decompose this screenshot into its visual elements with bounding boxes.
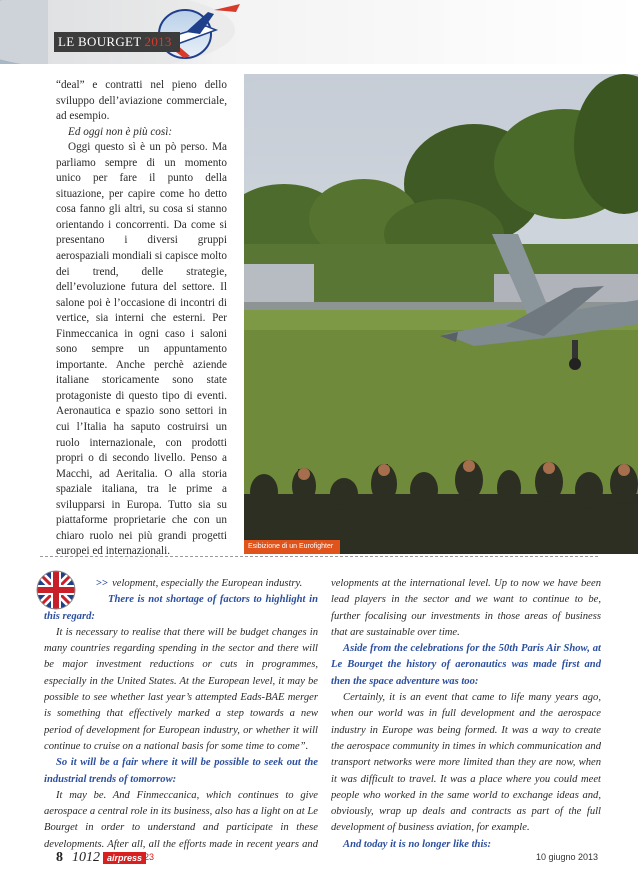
continued-arrows: >> [96, 578, 109, 589]
paragraph: It may be. And Finmeccanica, which continues to give aerospace a central role in its business, also has a light on at Le Bourget in order to understand and participate in these developments. After all, all the efforts made in recent years and [44, 789, 318, 850]
brand-number: 23 [144, 852, 155, 862]
issue-number: 1012 [72, 850, 100, 865]
section-name: LE BOURGET [58, 34, 142, 49]
eurofighter-illustration [244, 74, 638, 554]
page-number: 8 [56, 850, 63, 865]
photo-caption: Esibizione di un Eurofighter [244, 540, 340, 554]
interview-question: There is not shortage of factors to highlight in this regard: [44, 594, 318, 622]
paragraph: “deal” e contratti nel pieno dello sviluppo dell’aviazione commerciale, ad esempio. [56, 79, 227, 123]
english-article-column-left [44, 576, 318, 852]
eurofighter-photo [244, 74, 638, 554]
paragraph: >> velopment, especially the European industry. [96, 578, 303, 589]
paragraph: velopments at the international level. Up to now we have been lead players in the sector and we want to continue to be, further focalising our investments in those areas of business that are sustainable over time. [331, 578, 601, 638]
paragraph: Certainly, it is an event that came to life many years ago, when our world was in full development and the aerospace industry in Europe was being formed. It was a way to create the aerospace community in times in which communication and transport networks were more limited than they are now, when it was difficult to travel. It was a place where you could meet people who worked in the same world to exchange ideas and, obviously, wrap up deals and contracts as part of the full development of business aviation, for example. [331, 692, 601, 834]
paragraph: Oggi questo sì è un pò perso. Ma parliamo sempre di un momento unico per fare il punto della situazione, per capire come ho detto cosa fanno gli altri, su cosa si stanno orientando i concorrenti. Da come si presentano i diversi gruppi aerospaziali mondiali si capisce molto dei trend, delle strategie, dell’evoluzione futura del settore. Il salone poi è l’occasione di incontri di vertice, sia interni che esterni. Per Finmeccanica in ogni caso i saloni sono sempre un appuntamento importante. Anche perchè aziende italiane storicamente sono state protagoniste di questo tipo di eventi. Aeronautica e spazio sono settori in cui l’Italia ha saputo costruirsi un ruolo internazionale, con prodotti propri o di secondo livello. Penso a Macchi, ad Aeritalia. O alla storia spaziale italiana, tra le prime a svilupparsi in Europa. Tutto sia su piattaforme proprietarie che con un chiaro ruolo nei più grandi progetti europei ed internazionali. [56, 141, 227, 558]
interview-question: Aside from the celebrations for the 50th Paris Air Show, at Le Bourget the history of aeronautics was made first and then the space adventure was too: [331, 643, 601, 687]
interview-question: Ed oggi non è più così: [68, 125, 173, 138]
issue-date: 10 giugno 2013 [535, 852, 598, 862]
paragraph: It is necessary to realise that there will be budget changes in many countries regarding spending in the sector and there will be major investment reductions or cuts in programmes, especially in the United States. At the European level, it may be possible to see whether last year’s attempted Eads-BAE merger is something that effectively marked a step towards a new period of development for European industry, or whether it will continue to cruise on a national basis for some time to come”. [44, 626, 318, 752]
section-divider [40, 556, 598, 557]
section-title [54, 32, 180, 52]
section-year: 2013 [144, 34, 172, 49]
italian-article-column [56, 78, 227, 560]
brand-logo: airpress [103, 852, 146, 864]
interview-question: So it will be a fair where it will be possible to seek out the industrial trends of tomorrow: [44, 757, 318, 785]
interview-question: And today it is no longer like this: [343, 838, 492, 850]
page-footer [0, 846, 638, 882]
english-article-column-right [331, 576, 601, 852]
